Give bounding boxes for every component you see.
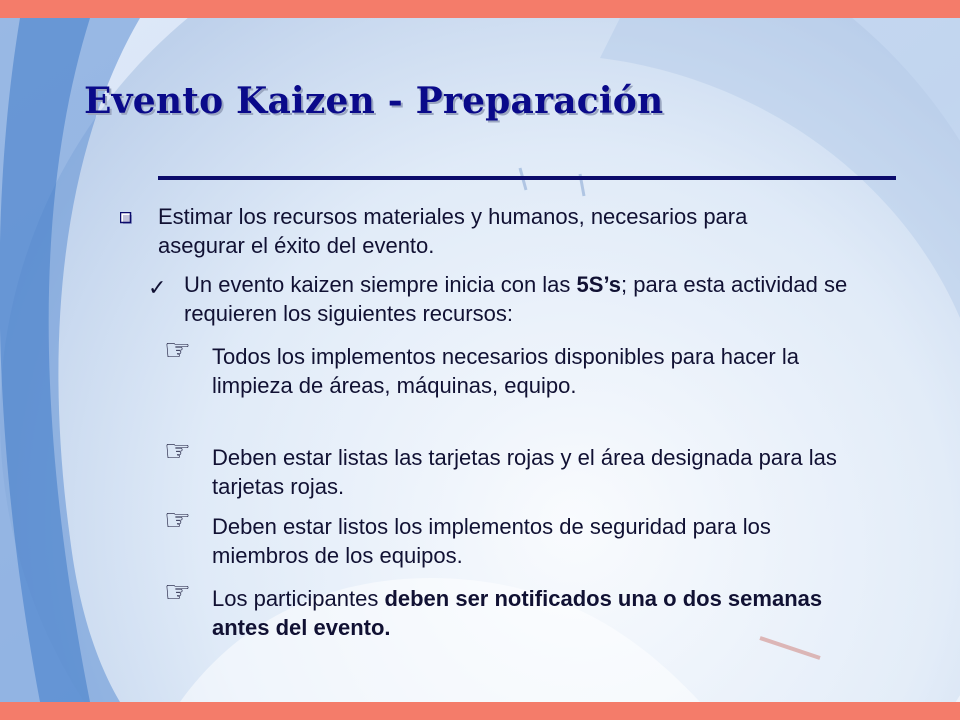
sub-item-1: Todos los implementos necesarios disponibles para hacer la limpieza de áreas, máquinas, equipo. bbox=[212, 344, 799, 398]
bullet-text-2-pre: Un evento kaizen siempre inicia con las bbox=[184, 272, 577, 297]
bullet-text-1: Estimar los recursos materiales y humanos, necesarios para asegurar el éxito del evento. bbox=[158, 204, 748, 258]
pointing-hand-icon: ☞ bbox=[164, 503, 191, 538]
sub-item-4-pre: Los participantes bbox=[212, 586, 385, 611]
square-bullet-icon bbox=[120, 212, 132, 224]
bullet-text-2-bold: 5S’s bbox=[576, 272, 621, 297]
pointing-hand-icon: ☞ bbox=[164, 575, 191, 610]
bullet-text-2 bbox=[184, 270, 864, 328]
sub-item-3: Deben estar listos los implementos de seguridad para los miembros de los equipos. bbox=[212, 514, 771, 568]
bottom-accent-bar bbox=[0, 702, 960, 720]
pointing-hand-icon: ☞ bbox=[164, 434, 191, 469]
sub-item-2: Deben estar listas las tarjetas rojas y el área designada para las tarjetas rojas. bbox=[212, 445, 837, 499]
checkmark-icon: ✓ bbox=[148, 276, 167, 301]
title-divider bbox=[158, 176, 896, 180]
sub-item-4 bbox=[212, 584, 852, 642]
slide-title: Evento Kaizen - Preparación bbox=[84, 80, 664, 122]
pointing-hand-icon: ☞ bbox=[164, 333, 191, 368]
top-accent-bar bbox=[0, 0, 960, 18]
sub-item-4-bold: deben ser notificados una o dos semanas antes del evento. bbox=[212, 586, 823, 640]
bullet-text-2-post: ; para esta actividad se requieren los siguientes recursos: bbox=[184, 272, 848, 326]
